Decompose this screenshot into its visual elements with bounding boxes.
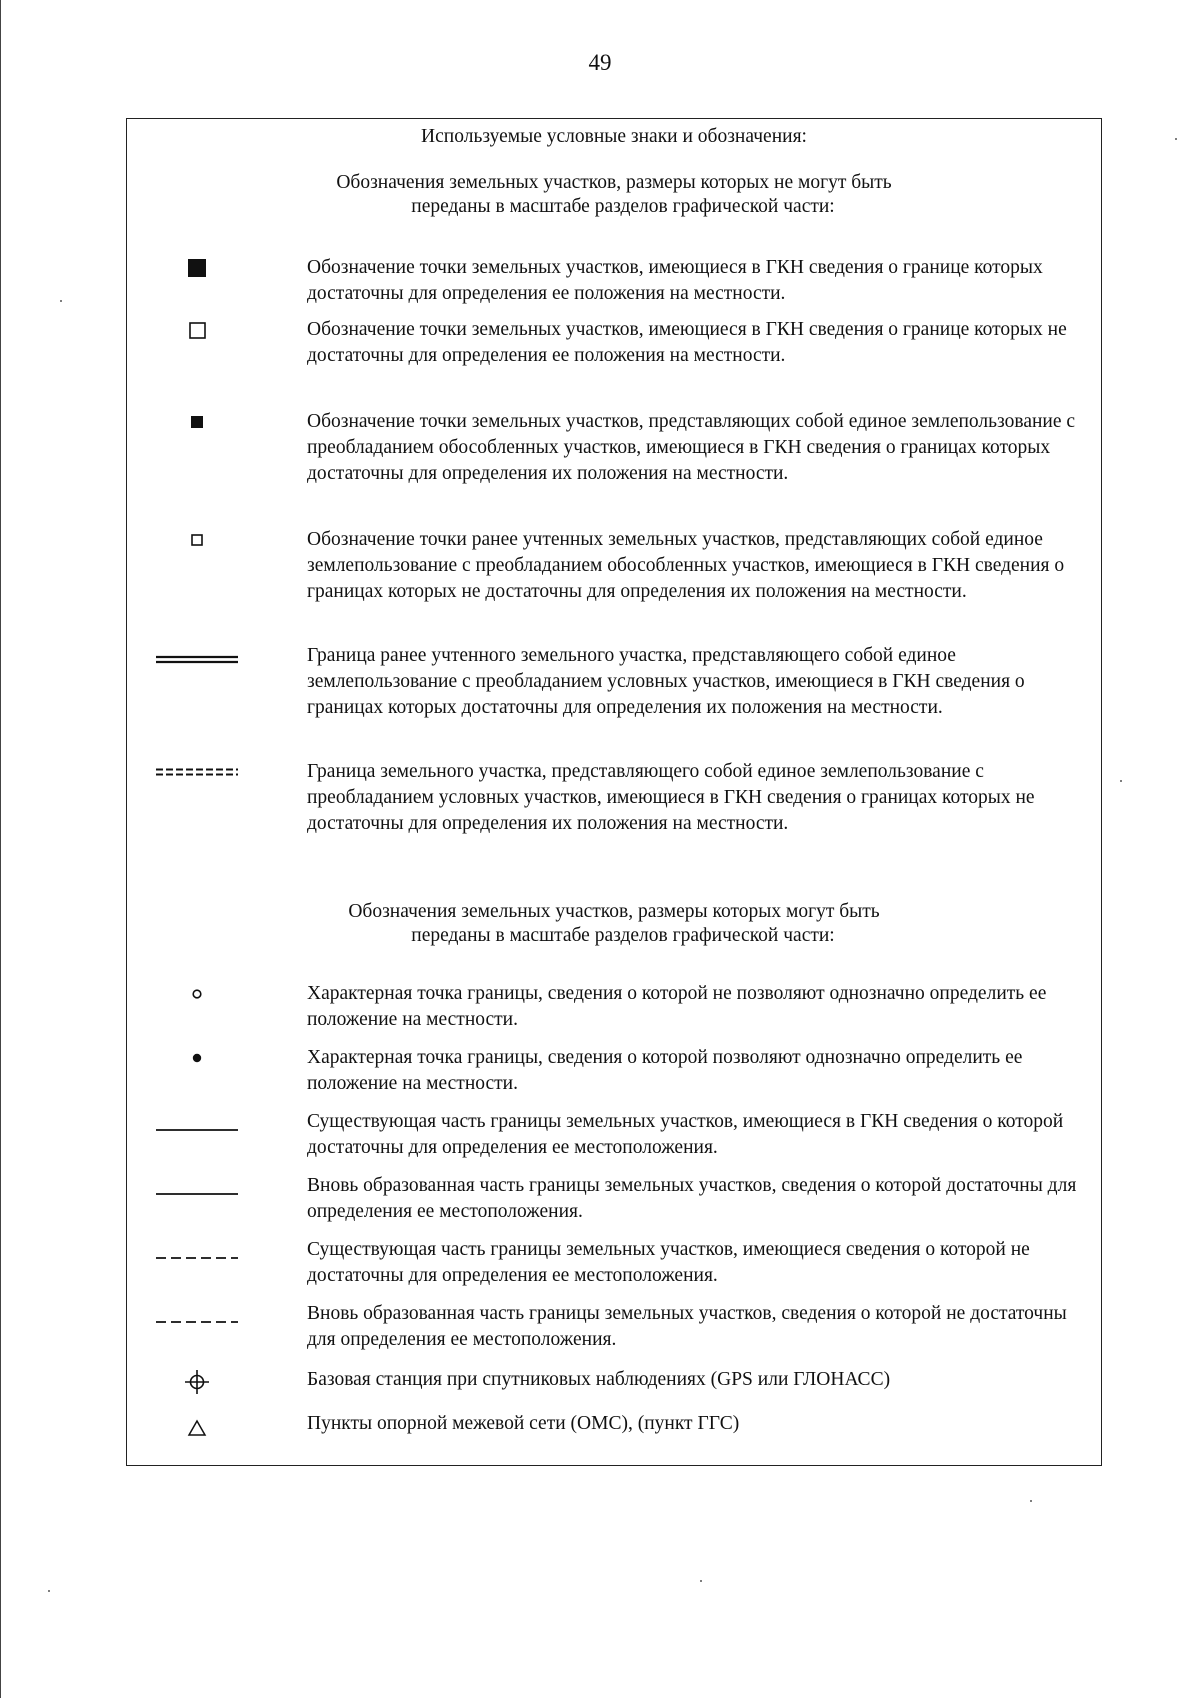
section2-heading-line2: переданы в масштабе разделов графической части: <box>411 925 835 946</box>
dashed-line-icon <box>151 1245 243 1271</box>
triangle-outline-icon <box>151 1415 243 1441</box>
filled-small-square-icon <box>151 409 243 435</box>
dashed-line-icon <box>151 1309 243 1335</box>
scan-speck <box>60 300 62 302</box>
page-number: 49 <box>588 50 612 75</box>
double-dashed-line-icon <box>151 759 243 785</box>
legend-item-text: Обозначение точки ранее учтенных земельных участков, представляющих собой единое землепользование с преобладанием обособленных участков, имеющиеся в ГКН сведения о границах которых не достаточны для определения их положения на местности. <box>307 529 1065 602</box>
solid-line-icon <box>151 1117 243 1143</box>
filled-circle-icon <box>151 1045 243 1071</box>
legend-item-text: Обозначение точки земельных участков, представляющих собой единое землепользование с преобладанием обособленных участков, имеющиеся в ГКН сведения о границах которых достаточны для определения их положения на местности. <box>307 411 1076 484</box>
scan-speck <box>48 1590 50 1592</box>
scan-left-edge <box>0 0 1 1698</box>
filled-large-square-icon <box>151 255 243 281</box>
legend-box <box>126 118 1102 1466</box>
solid-line-icon <box>151 1181 243 1207</box>
section1-heading-line2: переданы в масштабе разделов графической части: <box>411 196 835 217</box>
legend-item-text: Пункты опорной межевой сети (ОМС), (пункт ГГС) <box>307 1413 740 1434</box>
scan-speck <box>1175 138 1177 140</box>
legend-item-text: Обозначение точки земельных участков, имеющиеся в ГКН сведения о границе которых не достаточны для определения ее положения на местности. <box>307 319 1067 366</box>
section2-heading-line1: Обозначения земельных участков, размеры которых могут быть <box>348 901 880 922</box>
legend-item-text: Существующая часть границы земельных участков, имеющиеся в ГКН сведения о которой достаточны для определения ее местоположения. <box>307 1111 1064 1158</box>
scan-speck <box>1120 780 1122 782</box>
legend-item-text: Базовая станция при спутниковых наблюдениях (GPS или ГЛОНАСС) <box>307 1369 891 1390</box>
section1-heading-line1: Обозначения земельных участков, размеры которых не могут быть <box>336 172 892 193</box>
legend-item-text: Граница ранее учтенного земельного участка, представляющего собой единое землепользование с преобладанием условных участков, имеющиеся в ГКН сведения о границах которых достаточны для определения их положения на местности. <box>307 645 1025 718</box>
legend-item-text: Существующая часть границы земельных участков, имеющиеся сведения о которой не достаточны для определения ее местоположения. <box>307 1239 1030 1286</box>
legend-item-text: Характерная точка границы, сведения о которой не позволяют однозначно определить ее положение на местности. <box>307 983 1047 1030</box>
scan-speck <box>1030 1500 1032 1502</box>
legend-item-text: Характерная точка границы, сведения о которой позволяют однозначно определить ее положение на местности. <box>307 1047 1023 1094</box>
hollow-circle-icon <box>151 981 243 1007</box>
crosshair-station-icon <box>151 1369 243 1395</box>
legend-item-text: Граница земельного участка, представляющего собой единое землепользование с преобладанием условных участков, имеющиеся в ГКН сведения о границах которых не достаточны для определения их положения на местности. <box>307 761 1035 834</box>
legend-title: Используемые условные знаки и обозначения: <box>421 126 807 147</box>
hollow-large-square-icon <box>151 317 243 343</box>
legend-item-text: Обозначение точки земельных участков, имеющиеся в ГКН сведения о границе которых достаточны для определения ее положения на местности. <box>307 257 1043 304</box>
double-solid-line-icon <box>151 647 243 673</box>
legend-item-text: Вновь образованная часть границы земельных участков, сведения о которой не достаточны для определения ее местоположения. <box>307 1303 1067 1350</box>
scan-speck <box>700 1580 702 1582</box>
legend-item-text: Вновь образованная часть границы земельных участков, сведения о которой достаточны для определения ее местоположения. <box>307 1175 1077 1222</box>
hollow-small-square-icon <box>151 527 243 553</box>
